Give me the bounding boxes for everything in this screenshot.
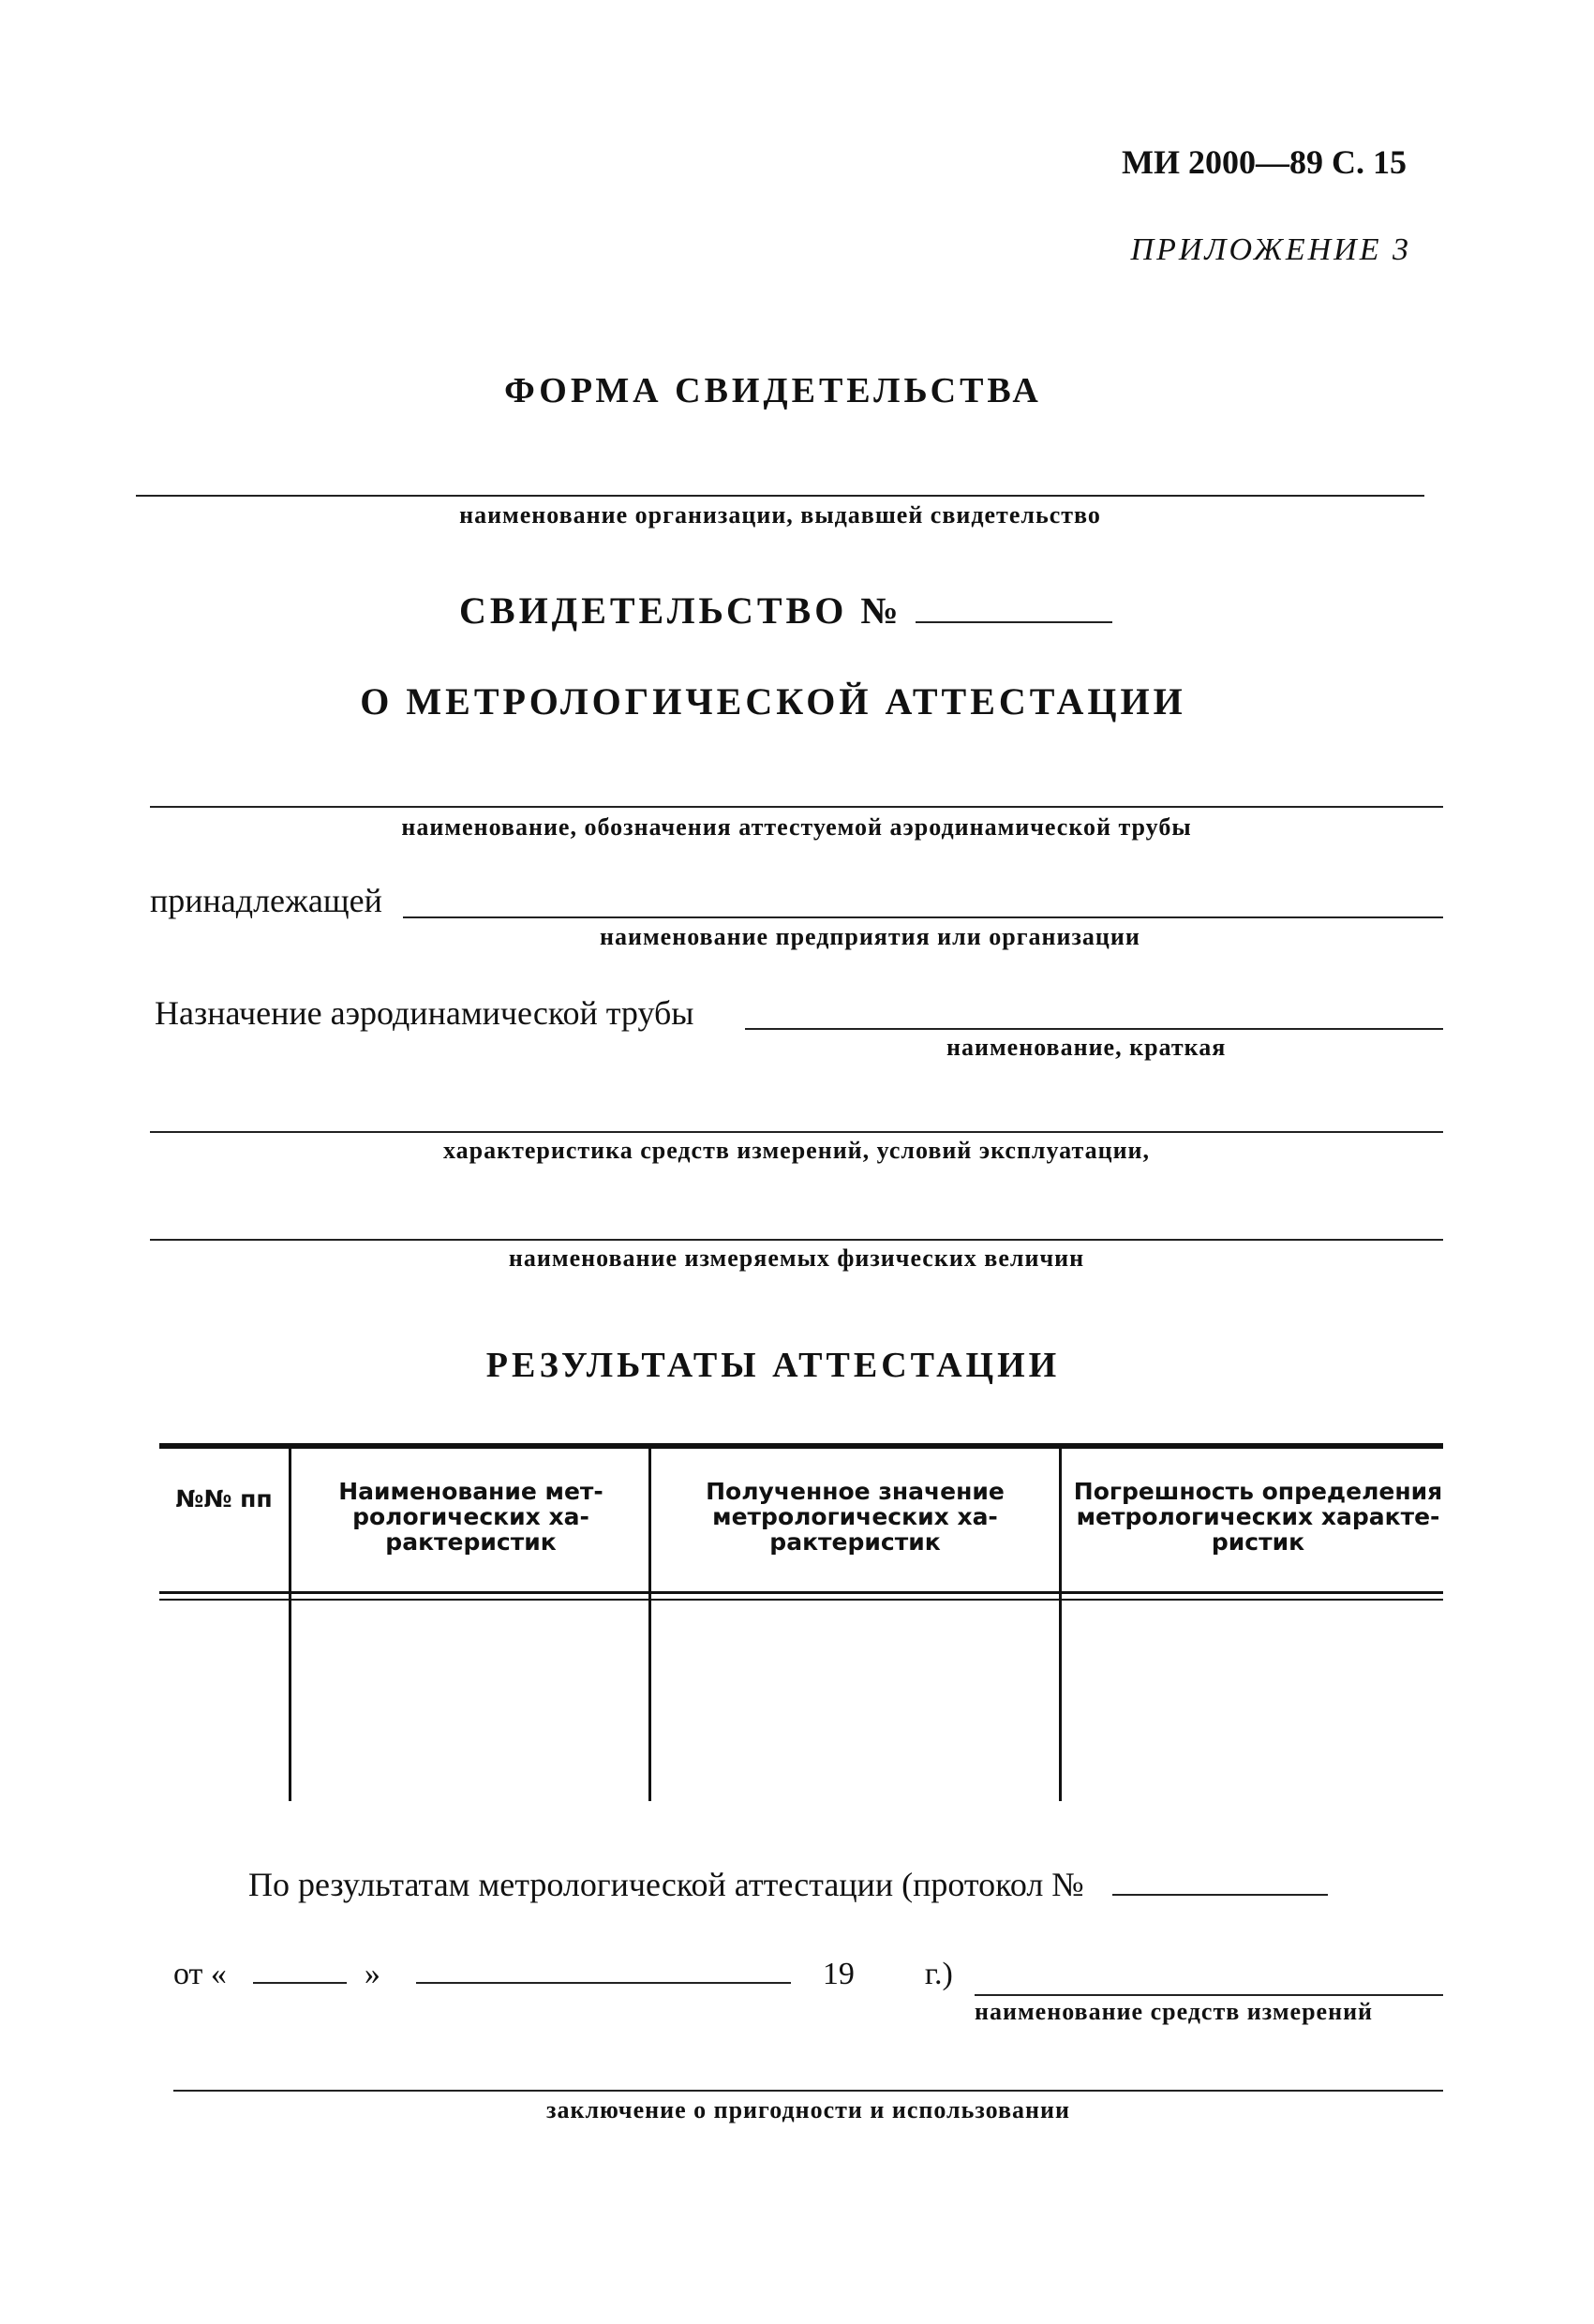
certificate-number-label: СВИДЕТЕЛЬСТВО № [459,589,902,632]
table-header-cell-value: Полученное значение метрологических ха- рактеристик [706,1478,1005,1556]
conclusion-line[interactable] [173,2090,1443,2092]
year-field[interactable] [870,1974,898,1984]
tube-name-line [150,806,1443,808]
certificate-number-field[interactable] [916,612,1112,623]
table-top-rule [159,1443,1443,1449]
date-quote-close: » [364,1957,380,1991]
quantities-line[interactable] [150,1239,1443,1241]
certificate-number-row [459,588,1112,633]
characteristics-caption: характеристика средств измерений, условий эксплуатации, [442,1137,1151,1164]
protocol-number-field[interactable] [1112,1885,1328,1896]
table-cell[interactable] [159,1604,289,1801]
table-header-rule-double [159,1599,1443,1601]
characteristics-line[interactable] [150,1131,1443,1133]
quantities-caption: наименование измеряемых физических величин [508,1244,1085,1272]
table-header-cell-name: Наименование мет- рологических ха- рактеристик [338,1478,603,1556]
table-header-cell-number: №№ пп [175,1485,273,1512]
table-cell[interactable] [291,1604,648,1801]
conclusion-caption: заключение о пригодности и использовании [546,2096,1070,2123]
conclusion-protocol-text: По результатам метрологической аттестации (протокол № [248,1866,1084,1903]
enterprise-caption: наименование предприятия или организации [600,923,1140,950]
certificate-subtitle: О МЕТРОЛОГИЧЕСКОЙ АТТЕСТАЦИИ [360,680,1186,723]
instrument-line[interactable] [975,1994,1443,1996]
belonging-line[interactable] [403,916,1443,918]
form-title: ФОРМА СВИДЕТЕЛЬСТВА [504,371,1042,410]
year-prefix: 19 [822,1957,855,1991]
table-header-cell-error: Погрешность определения метрологических характе- ристик [1073,1478,1443,1556]
year-suffix: г.) [924,1957,953,1991]
belonging-label: принадлежащей [150,882,382,919]
table-header-rule [159,1591,1443,1594]
purpose-label: Назначение аэродинамической трубы [155,994,694,1032]
short-name-caption: наименование, краткая [946,1034,1227,1061]
results-table [159,1443,1443,1801]
table-cell[interactable] [651,1604,1059,1801]
instrument-caption: наименование средств измерений [975,1998,1374,2025]
tube-name-caption: наименование, обозначения аттестуемой аэродинамической трубы [401,813,1192,841]
org-issuer-caption: наименование организации, выдавшей свидетельство [459,501,1101,529]
month-field[interactable] [416,1973,791,1984]
document-code: МИ 2000—89 С. 15 [1122,143,1407,181]
date-row [173,1957,953,1992]
table-cell[interactable] [1062,1604,1443,1801]
date-from-label: от « [173,1957,227,1991]
results-title: РЕЗУЛЬТАТЫ АТТЕСТАЦИИ [485,1346,1061,1385]
conclusion-protocol-row [248,1865,1328,1904]
day-field[interactable] [253,1973,347,1984]
appendix-label: ПРИЛОЖЕНИЕ 3 [1130,232,1411,267]
org-issuer-line [136,495,1424,497]
purpose-line[interactable] [745,1028,1443,1030]
